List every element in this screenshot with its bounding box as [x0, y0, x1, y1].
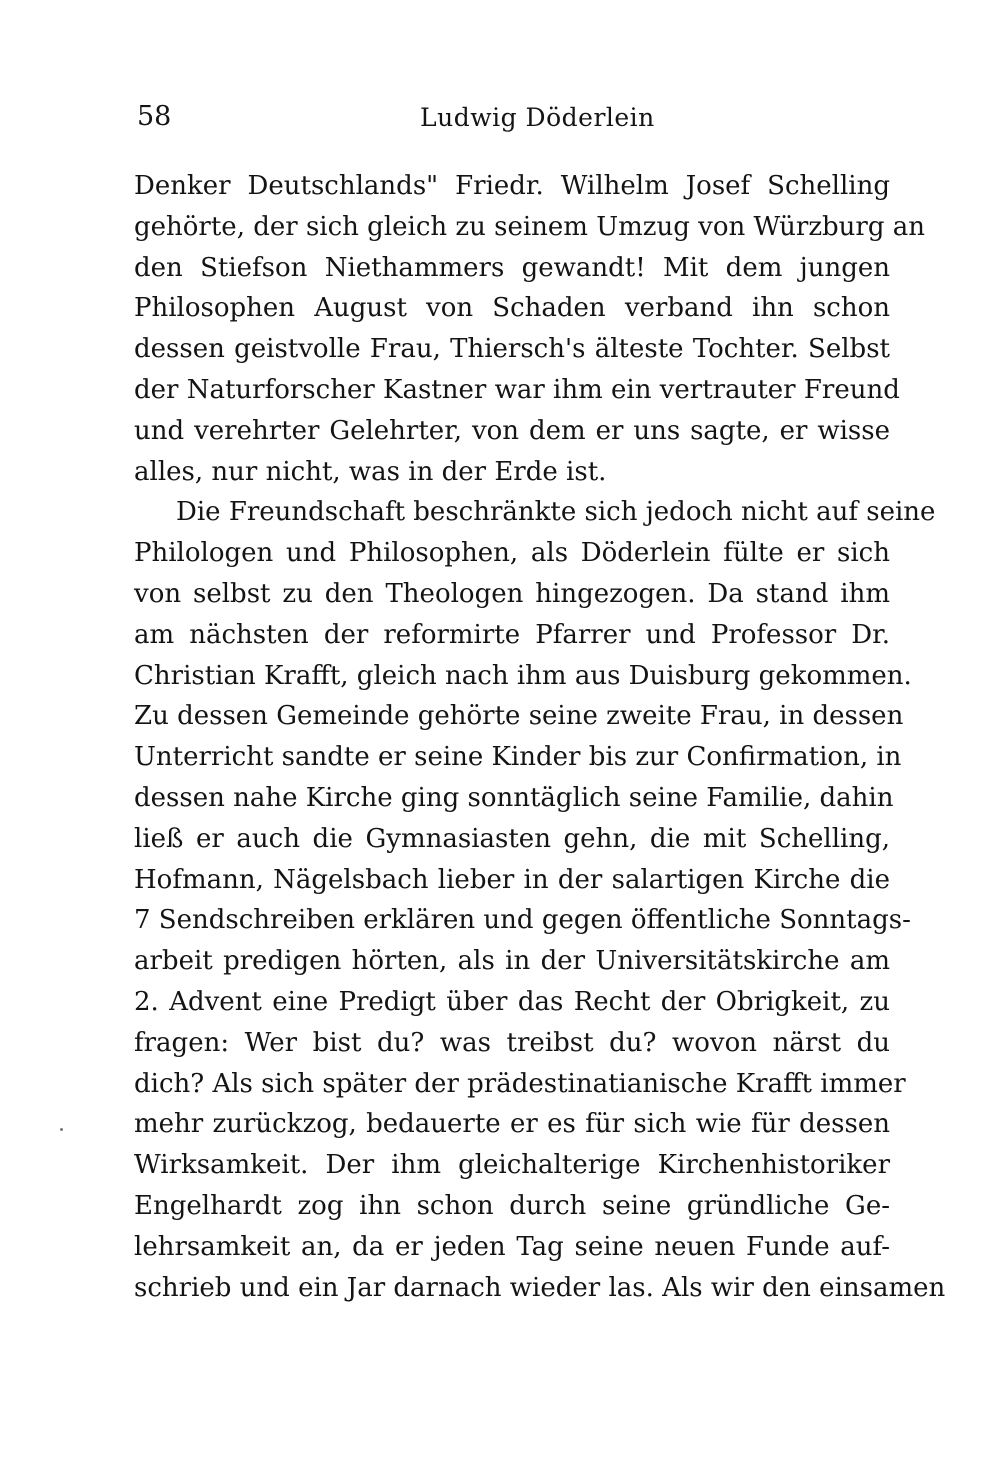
text-line: arbeit predigen hörten, als in der Universitätskirche am — [134, 946, 890, 977]
text-line: 2. Advent eine Predigt über das Recht der Obrigkeit, zu — [134, 986, 890, 1017]
text-line: den Stiefson Niethammers gewandt! Mit dem jungen — [134, 252, 890, 283]
text-line: 7 Sendschreiben erklären und gegen öffentliche Sonntags- — [134, 905, 911, 936]
text-line: Unterricht sandte er seine Kinder bis zur Confirmation, in — [134, 742, 902, 773]
text-line: mehr zurückzog, bedauerte er es für sich wie für dessen — [134, 1109, 890, 1140]
text-line: Engelhardt zog ihn schon durch seine gründliche Ge- — [134, 1190, 890, 1221]
text-line: dessen nahe Kirche ging sonntäglich seine Familie, dahin — [134, 782, 894, 813]
text-line: schrieb und ein Jar darnach wieder las. Als wir den einsamen — [134, 1272, 946, 1303]
text-line: gehörte, der sich gleich zu seinem Umzug von Würzburg an — [134, 211, 925, 242]
text-line: Hofmann, Nägelsbach lieber in der salartigen Kirche die — [134, 864, 890, 895]
text-line: und verehrter Gelehrter, von dem er uns sagte, er wisse — [134, 415, 890, 446]
text-line: Zu dessen Gemeinde gehörte seine zweite Frau, in dessen — [134, 701, 904, 732]
text-line: Wirksamkeit. Der ihm gleichalterige Kirchenhistoriker — [134, 1150, 890, 1181]
text-line: der Naturforscher Kastner war ihm ein vertrauter Freund — [134, 374, 900, 405]
text-line: Philosophen August von Schaden verband ihn schon — [134, 293, 890, 324]
text-line: Christian Krafft, gleich nach ihm aus Duisburg gekommen. — [134, 660, 912, 691]
text-line: am nächsten der reformirte Pfarrer und Professor Dr. — [134, 619, 890, 650]
body-text — [134, 166, 946, 1308]
text-line: dich? Als sich später der prädestinatianische Krafft immer — [134, 1068, 906, 1099]
paragraph-start-line: Die Freundschaft beschränkte sich jedoch nicht auf seine — [176, 497, 936, 528]
paragraph-end-line: alles, nur nicht, was in der Erde ist. — [134, 456, 607, 487]
text-line: lehrsamkeit an, da er jeden Tag seine neuen Funde auf- — [134, 1231, 890, 1262]
text-line: Denker Deutschlands" Friedr. Wilhelm Josef Schelling — [134, 171, 890, 201]
page-number: 58 — [137, 101, 172, 132]
text-line: Philologen und Philosophen, als Döderlein fülte er sich — [134, 538, 890, 569]
text-line: fragen: Wer bist du? was treibst du? wovon närst du — [134, 1027, 890, 1058]
text-line: von selbst zu den Theologen hingezogen. Da stand ihm — [134, 578, 890, 609]
running-head: Ludwig Döderlein — [420, 103, 655, 132]
text-line: ließ er auch die Gymnasiasten gehn, die mit Schelling, — [134, 823, 890, 854]
print-speck — [60, 1128, 63, 1131]
text-line: dessen geistvolle Frau, Thiersch's älteste Tochter. Selbst — [134, 334, 890, 365]
